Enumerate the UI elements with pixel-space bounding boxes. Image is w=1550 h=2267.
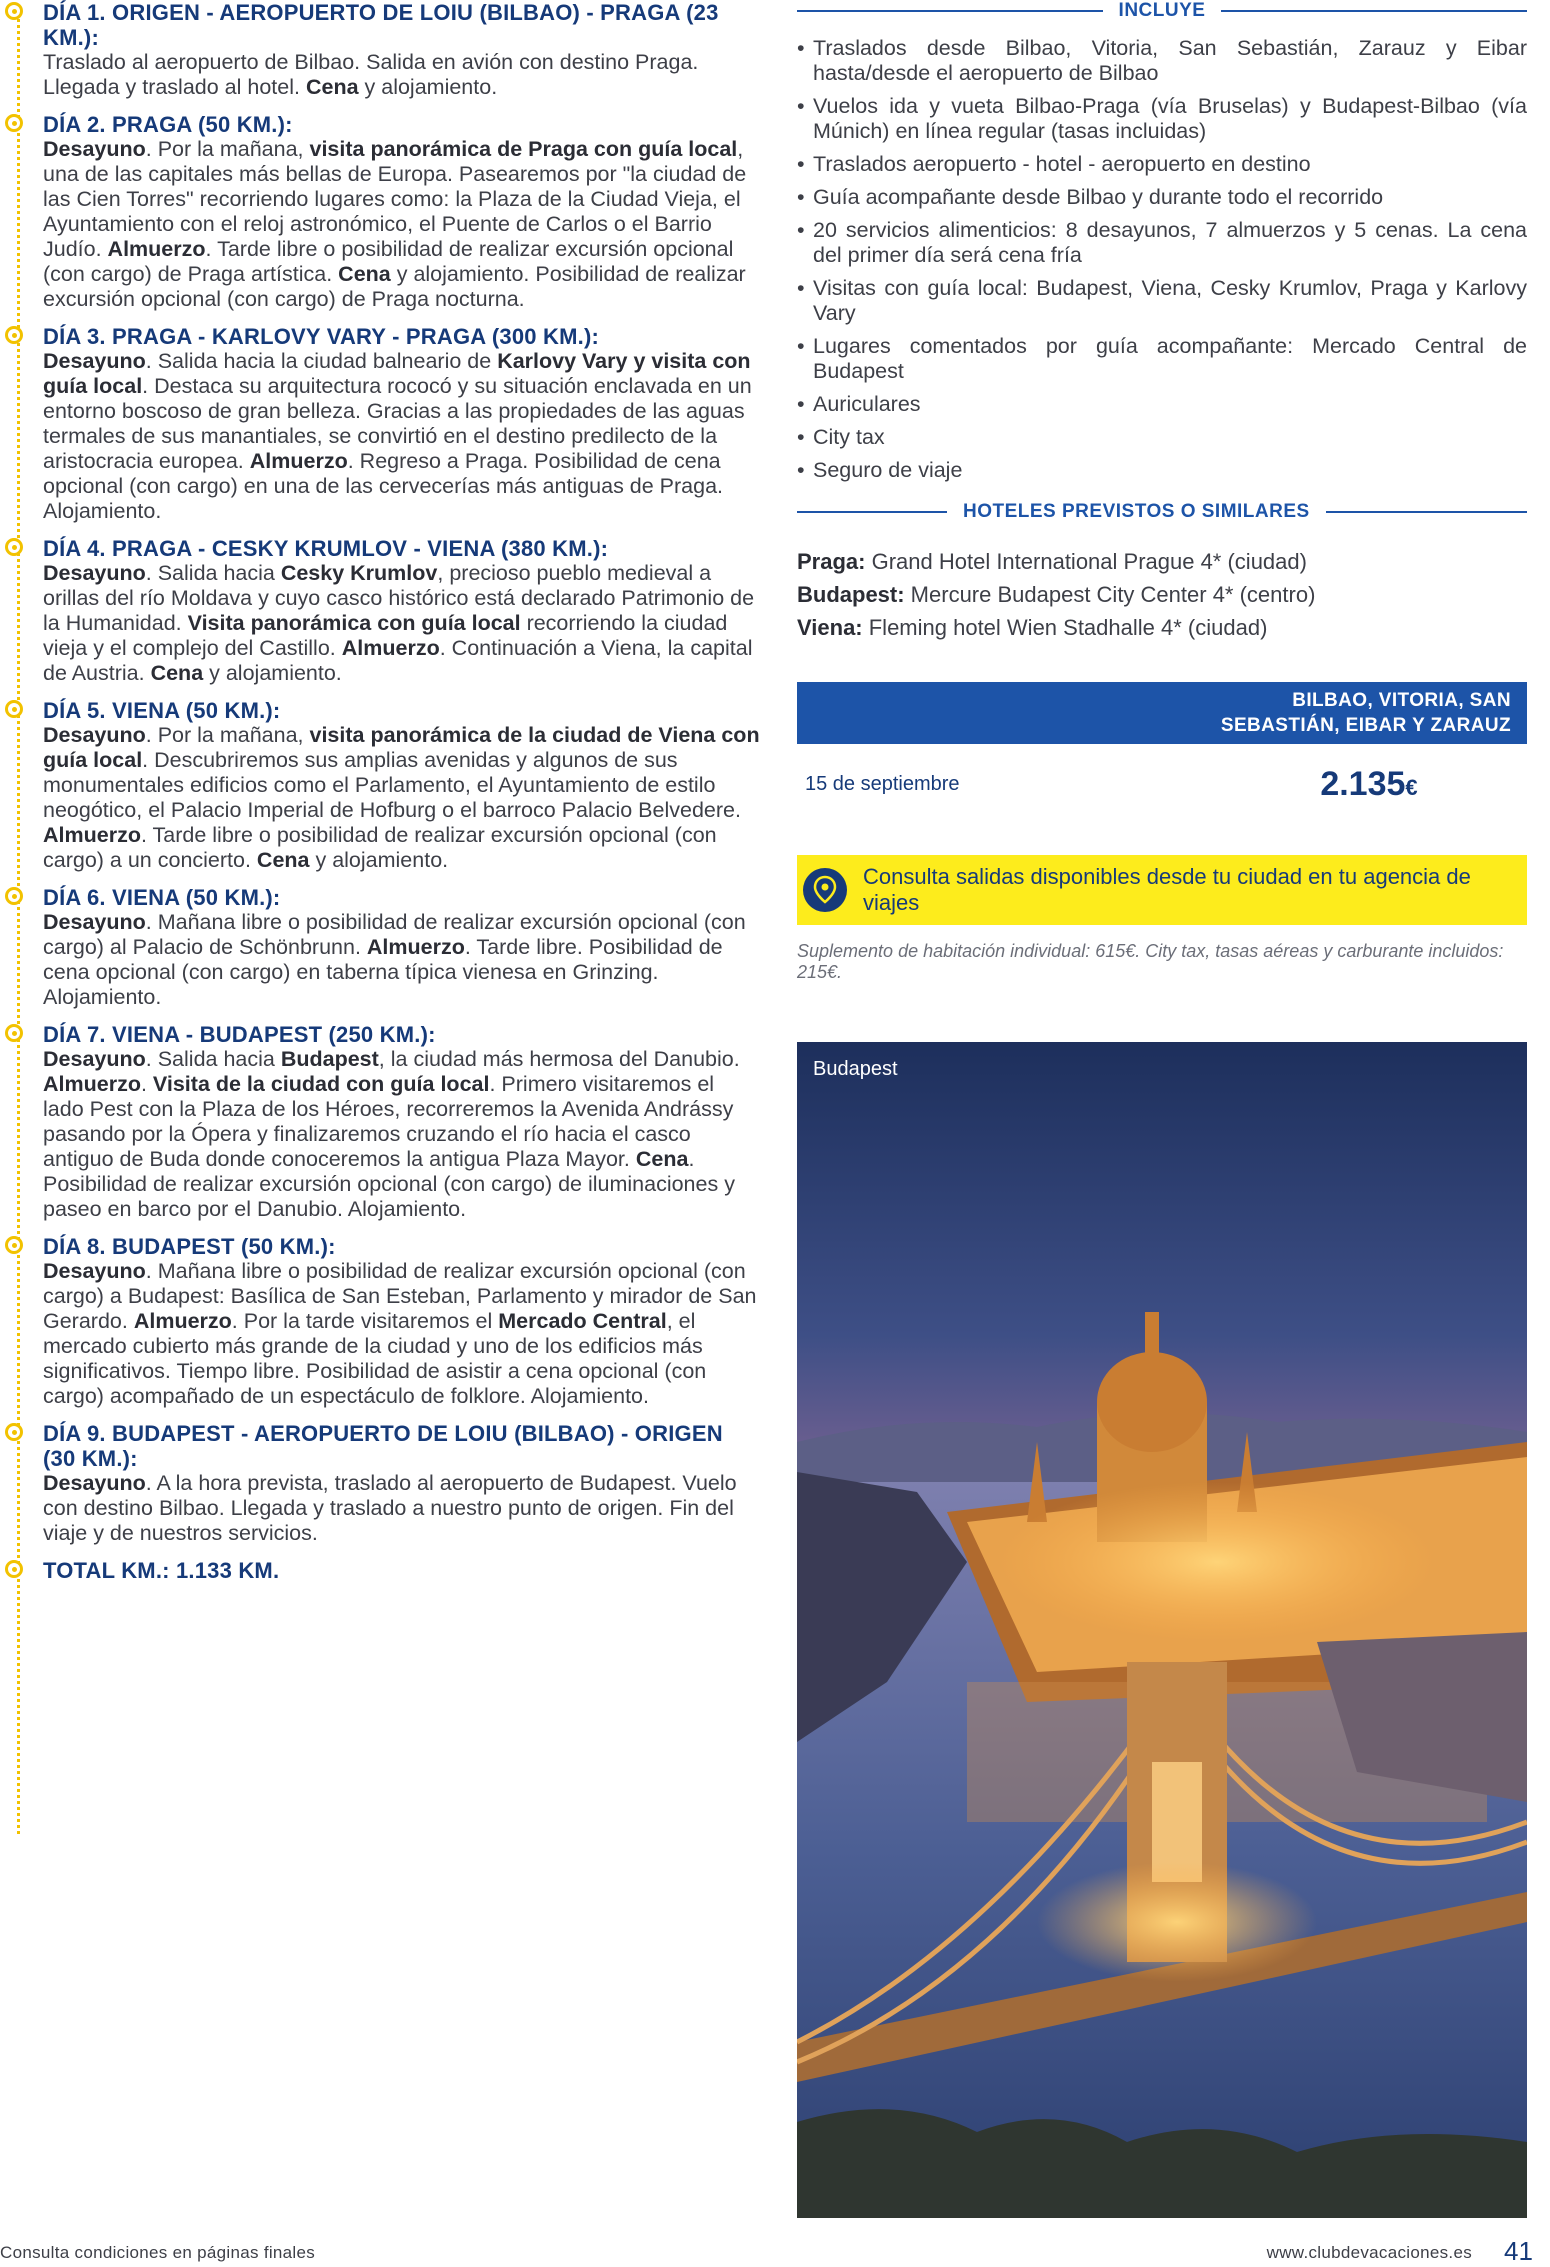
includes-item: • Traslados desde Bilbao, Vitoria, San Sebastián, Zarauz y Eibar hasta/desde el aeropuerto de Bilbao [797,36,1527,86]
heading-rule-right [1221,10,1527,12]
itinerary-day [0,1234,760,1409]
day-text-segment: y alojamiento. Posibilidad de realizar excursión opcional (con cargo) de Praga nocturna. [43,262,746,311]
day-title: DÍA 7. VIENA - BUDAPEST (250 KM.): [43,1022,436,1047]
hotels-list [797,545,1527,644]
day-text-segment: , una de las capitales más bellas de Europa. Pasearemos por "la ciudad de las Cien Torres" recorriendo lugares como: la Plaza de la Ciudad Vieja, el Ayuntamiento con el reloj astronómico, el Puente de Carlos o el Barrio Judío. [43,137,747,261]
day-text-segment: . Tarde libre. Posibilidad de cena opcional (con cargo) en taberna típica vienesa en Grinzing. Alojamiento. [43,935,723,1009]
includes-item: • Seguro de viaje [797,458,1527,483]
page-number: 41 [1504,2236,1533,2266]
total-km: TOTAL KM.: 1.133 KM. [43,1558,280,1583]
day-text-segment: . Mañana libre o posibilidad de realizar excursión opcional (con cargo) a Budapest: Basílica de San Esteban, Parlamento y mirador de San Gerardo. [43,1259,757,1333]
day-highlight: Almuerzo [133,1309,232,1333]
day-text-segment: , precioso pueblo medieval a orillas del río Moldava y cuyo casco histórico está declarado Patrimonio de la Humanidad. [43,561,755,635]
day-description [43,50,760,100]
itinerary-day [0,324,760,524]
itinerary-day [0,536,760,686]
hotel-city: Viena: [797,615,863,640]
itinerary-day [0,0,760,100]
day-title: DÍA 4. PRAGA - CESKY KRUMLOV - VIENA (380 KM.): [43,536,609,561]
price-header-line1: BILBAO, VITORIA, SAN [1292,690,1511,711]
timeline-marker-icon [5,2,23,20]
day-description [43,723,760,873]
day-text-segment: , la ciudad más hermosa del Danubio. [378,1047,740,1071]
day-highlight: Karlovy Vary y visita con guía local [43,349,751,398]
day-text-segment: y alojamiento. [358,75,498,99]
day-title: DÍA 5. VIENA (50 KM.): [43,698,281,723]
day-highlight: Almuerzo [43,823,141,847]
day-text-segment: . Tarde libre o posibilidad de realizar excursión opcional (con cargo) de Praga artística. [43,237,734,286]
consult-text: Consulta salidas disponibles desde tu ciudad en tu agencia de viajes [863,864,1471,915]
hotel-city: Budapest: [797,582,905,607]
day-title: DÍA 8. BUDAPEST (50 KM.): [43,1234,336,1259]
day-highlight: Visita de la ciudad con guía local [152,1072,490,1096]
hotels-title: HOTELES PREVISTOS O SIMILARES [963,501,1310,522]
includes-item: • Vuelos ida y vueta Bilbao-Praga (vía Bruselas) y Budapest-Bilbao (vía Múnich) en línea regular (tasas incluidas) [797,94,1527,144]
day-description [43,910,760,1010]
day-highlight: Cena [305,75,359,99]
day-highlight: Desayuno [43,910,146,934]
day-text-segment: y alojamiento. [309,848,449,872]
day-text-segment: . Tarde libre o posibilidad de realizar excursión opcional (con cargo) a un concierto. [43,823,717,872]
day-highlight: Visita panorámica con guía local [187,611,521,635]
heading-rule-right [1326,511,1527,513]
day-description [43,1047,760,1222]
day-highlight: Budapest [280,1047,379,1071]
itinerary-day [0,698,760,873]
day-text-segment: , el mercado cubierto más grande de la ciudad y uno de los edificios más significativos. Tiempo libre. Posibilidad de asistir a cena opcional (con cargo) acompañado de un espectáculo de folklore. Alojamiento. [43,1309,707,1408]
day-highlight: Cena [256,848,310,872]
includes-item: • Guía acompañante desde Bilbao y durante todo el recorrido [797,185,1527,210]
right-column [797,0,1527,983]
day-text-segment: Traslado al aeropuerto de Bilbao. Salida en avión con destino Praga. Llegada y traslado al hotel. [43,50,699,99]
day-text-segment: . Continuación a Viena, la capital de Austria. [43,636,753,685]
day-highlight: Cesky Krumlov [280,561,438,585]
day-text-segment: . Por la mañana, [145,137,310,161]
day-text-segment: . Primero visitaremos el lado Pest con la Plaza de los Héroes, recorreremos la Avenida Andrássy pasando por la Ópera y finalizaremos cruzando el río hacia el casco antiguo de Buda donde conoceremos la antigua Plaza Mayor. [43,1072,734,1171]
hotel-name: Fleming hotel Wien Stadhalle 4* (ciudad) [862,615,1268,640]
includes-title: INCLUYE [1118,0,1206,21]
price-row [797,744,1527,815]
day-title: DÍA 1. ORIGEN - AEROPUERTO DE LOIU (BILBAO) - PRAGA (23 KM.): [43,0,719,50]
day-highlight: Desayuno [43,1047,146,1071]
day-highlight: Cena [635,1147,689,1171]
hotel-row [797,545,1527,578]
location-pin-icon [803,868,847,912]
includes-item: • 20 servicios alimenticios: 8 desayunos, 7 almuerzos y 5 cenas. La cena del primer día será cena fría [797,218,1527,268]
day-highlight: visita panorámica de Praga con guía local [309,137,738,161]
consult-banner [797,855,1527,925]
footer-website: www.clubdevacaciones.es [1266,2243,1472,2262]
hotel-name: Mercure Budapest City Center 4* (centro) [904,582,1316,607]
includes-list [797,36,1527,483]
day-highlight: visita panorámica de la ciudad de Viena con guía local [43,723,760,772]
itinerary-total [0,1558,760,1583]
itinerary-day [0,885,760,1010]
day-text-segment: . A la hora prevista, traslado al aeropuerto de Budapest. Vuelo con destino Bilbao. Llegada y traslado a nuestro punto de origen. Fin del viaje y de nuestros servicios. [43,1471,737,1545]
includes-item: • City tax [797,425,1527,450]
day-highlight: Desayuno [43,1259,146,1283]
day-text-segment: . [140,1072,153,1096]
price-header [797,682,1527,744]
day-title: DÍA 9. BUDAPEST - AEROPUERTO DE LOIU (BILBAO) - ORIGEN (30 KM.): [43,1421,723,1471]
day-text-segment: recorriendo la ciudad vieja y el complejo del Castillo. [43,611,728,660]
itinerary-day [0,112,760,312]
itinerary-day [0,1022,760,1222]
includes-item: • Auriculares [797,392,1527,417]
day-text-segment: . Mañana libre o posibilidad de realizar excursión opcional (con cargo) al Palacio de Schönbrunn. [43,910,746,959]
timeline-marker-icon [5,538,23,556]
timeline-marker-icon [5,700,23,718]
timeline-marker-icon [5,114,23,132]
day-text-segment: . Salida hacia [145,1047,281,1071]
timeline-marker-icon [5,1236,23,1254]
heading-rule-left [797,10,1103,12]
itinerary-days [0,0,760,1546]
day-highlight: Almuerzo [249,449,348,473]
day-text-segment: . Destaca su arquitectura rococó y su situación enclavada en un entorno boscoso de gran belleza. Gracias a las propiedades de las aguas termales de sus manantiales, se convirtió en el destino predilecto de la aristocracia europea. [43,374,752,473]
footer-conditions: Consulta condiciones en páginas finales [0,2243,316,2262]
day-text-segment: . Por la tarde visitaremos el [231,1309,499,1333]
price-amount [1219,765,1519,804]
includes-item: • Lugares comentados por guía acompañante: Mercado Central de Budapest [797,334,1527,384]
heading-rule-left [797,511,947,513]
day-text-segment: . Descubriremos sus amplias avenidas y algunos de sus monumentales edificios como el Parlamento, el Ayuntamiento de estilo neogótico, el Palacio Imperial de Hofburg o el barroco Palacio Belvedere. [43,748,741,822]
day-highlight: Almuerzo [366,935,465,959]
photo-caption: Budapest [813,1058,898,1080]
day-highlight: Desayuno [43,1471,146,1495]
budapest-photo [797,1042,1527,2218]
day-highlight: Desayuno [43,137,146,161]
day-text-segment: . Regreso a Praga. Posibilidad de cena opcional (con cargo) en una de las cervecerías más antiguas de Praga. Alojamiento. [43,449,724,523]
hotel-city: Praga: [797,549,866,574]
day-highlight: Desayuno [43,349,146,373]
price-header-line2: SEBASTIÁN, EIBAR Y ZARAUZ [1220,715,1511,736]
day-title: DÍA 2. PRAGA (50 KM.): [43,112,293,137]
hotel-row [797,611,1527,644]
day-highlight: Cena [338,262,391,286]
day-highlight: Desayuno [43,723,146,747]
day-highlight: Cena [150,661,204,685]
day-highlight: Almuerzo [341,636,440,660]
supplement-note: Suplemento de habitación individual: 615€. City tax, tasas aéreas y carburante incluidos: 215€. [797,941,1504,982]
day-title: DÍA 6. VIENA (50 KM.): [43,885,281,910]
timeline-marker-icon [5,1024,23,1042]
day-text-segment: y alojamiento. [203,661,342,685]
day-text-segment: . Salida hacia [145,561,281,585]
day-description [43,1471,760,1546]
price-table [797,682,1527,815]
itinerary [0,0,760,1595]
hotel-name: Grand Hotel International Prague 4* (ciudad) [865,549,1307,574]
departure-date: 15 de septiembre [805,772,960,795]
day-highlight: Almuerzo [107,237,206,261]
day-text-segment: . Salida hacia la ciudad balneario de [145,349,498,373]
price-value: 2.135 [1320,764,1406,803]
itinerary-day [0,1421,760,1546]
timeline-marker-icon [5,1423,23,1441]
day-title: DÍA 3. PRAGA - KARLOVY VARY - PRAGA (300 KM.): [43,324,599,349]
day-description [43,561,760,686]
includes-item: • Traslados aeropuerto - hotel - aeropuerto en destino [797,152,1527,177]
day-description [43,137,760,312]
hotels-heading [797,501,1527,523]
day-highlight: Almuerzo [43,1072,141,1096]
day-description [43,1259,760,1409]
day-text-segment: . Posibilidad de realizar excursión opcional (con cargo) de iluminaciones y paseo en barco por el Danubio. Alojamiento. [43,1147,735,1221]
hotel-row [797,578,1527,611]
day-description [43,349,760,524]
day-text-segment: . Por la mañana, [145,723,310,747]
day-highlight: Mercado Central [498,1309,667,1333]
timeline-marker-icon [5,887,23,905]
price-currency: € [1405,774,1418,800]
timeline-marker-icon [5,326,23,344]
includes-item: • Visitas con guía local: Budapest, Viena, Cesky Krumlov, Praga y Karlovy Vary [797,276,1527,326]
timeline-marker-icon [5,1560,23,1578]
includes-heading [797,0,1527,22]
day-highlight: Desayuno [43,561,146,585]
